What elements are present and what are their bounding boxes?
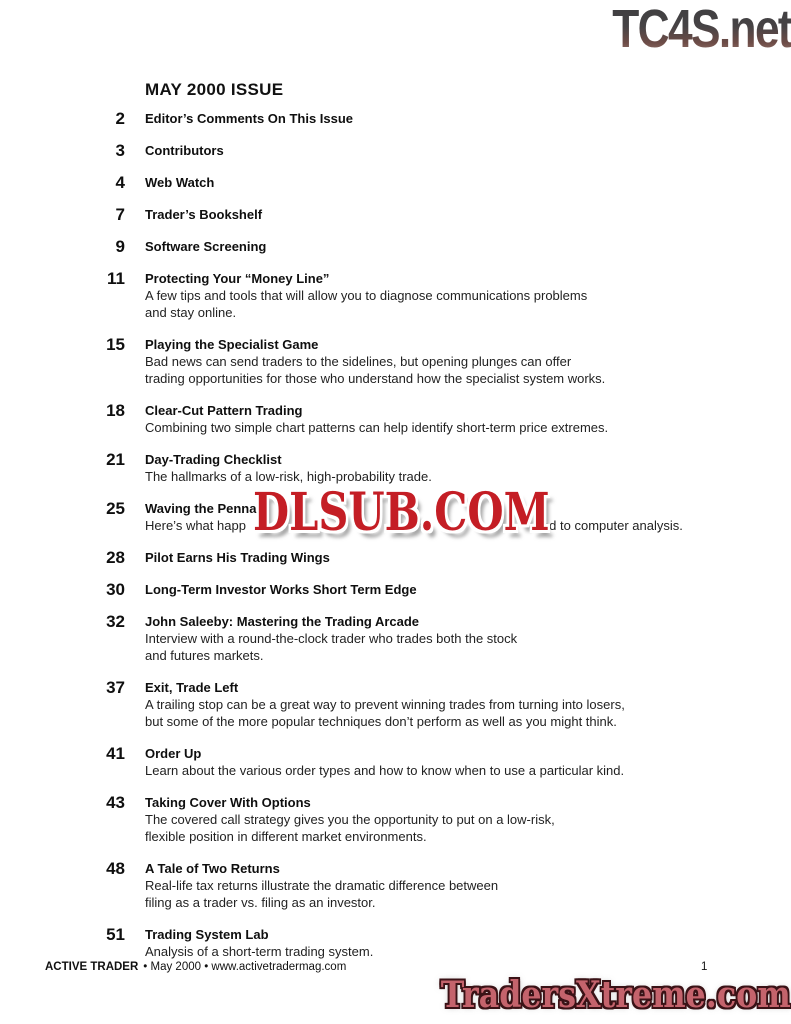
toc-entry-content (145, 549, 745, 566)
toc-article-title: John Saleeby: Mastering the Trading Arcade (145, 614, 420, 629)
toc-entry (40, 402, 750, 436)
toc-article-title: Protecting Your “Money Line” (145, 271, 330, 286)
toc-entry (40, 206, 750, 223)
toc-entry-content (145, 206, 745, 223)
toc-entry (40, 451, 750, 485)
toc-article-title: Software Screening (145, 239, 267, 254)
toc-article-title: Long-Term Investor Works Short Term Edge (145, 582, 417, 597)
toc-article-description: filing as a trader vs. filing as an investor. (145, 895, 376, 910)
toc-page-number: 32 (106, 612, 125, 631)
toc-page-number: 51 (106, 925, 125, 944)
page-number: 1 (701, 961, 708, 973)
toc-article-title: Order Up (145, 746, 202, 761)
toc-page-number: 25 (106, 499, 125, 518)
toc-entry (40, 270, 750, 321)
footer-issue-info: • May 2000 • www.activetradermag.com (143, 961, 347, 973)
toc-entry-content (145, 402, 745, 436)
toc-article-description-fragment: Here’s what happ (145, 518, 246, 533)
toc-article-title: Exit, Trade Left (145, 680, 239, 695)
toc-entry-content (145, 581, 745, 598)
toc-page-number: 3 (115, 141, 125, 160)
toc-article-title: Taking Cover With Options (145, 795, 311, 810)
toc-article-description-fragment: ed to computer analysis. (541, 518, 683, 533)
toc-page-number: 41 (106, 744, 125, 763)
page-footer (45, 960, 346, 974)
toc-article-description: but some of the more popular techniques don’t perform as well as you might think. (145, 714, 617, 729)
toc-article-description: Bad news can send traders to the sidelines, but opening plunges can offer (145, 354, 572, 369)
toc-article-title: Day-Trading Checklist (145, 452, 282, 467)
toc-article-description: and futures markets. (145, 648, 264, 663)
toc-page-number: 37 (106, 678, 125, 697)
toc-entry (40, 794, 750, 845)
toc-entry-content (145, 142, 745, 159)
toc-entry-content (145, 238, 745, 255)
toc-entry (40, 613, 750, 664)
toc-entry-content (145, 336, 745, 387)
toc-article-title: A Tale of Two Returns (145, 861, 280, 876)
toc-entry (40, 142, 750, 159)
toc-page-number: 48 (106, 859, 125, 878)
toc-article-title: Clear-Cut Pattern Trading (145, 403, 303, 418)
toc-page-number: 15 (106, 335, 125, 354)
toc-entry (40, 679, 750, 730)
toc-article-title: Waving the Penna (145, 501, 257, 516)
toc-article-title: Playing the Specialist Game (145, 337, 319, 352)
toc-article-title: Contributors (145, 143, 224, 158)
toc-page-number: 28 (106, 548, 125, 567)
toc-entry-content (145, 860, 745, 911)
toc-article-title: Editor’s Comments On This Issue (145, 111, 354, 126)
toc-entry (40, 174, 750, 191)
toc-article-description: Learn about the various order types and how to know when to use a particular kind. (145, 763, 625, 778)
toc-article-description: A few tips and tools that will allow you to diagnose communications problems (145, 288, 588, 303)
toc-page-number: 7 (115, 205, 125, 224)
toc-entry (40, 926, 750, 960)
toc-entry-content (145, 679, 745, 730)
toc-entry (40, 581, 750, 598)
toc-page-number: 4 (115, 173, 125, 192)
toc-article-description: The hallmarks of a low-risk, high-probability trade. (145, 469, 432, 484)
toc-article-title: Trading System Lab (145, 927, 269, 942)
toc-entry-content (145, 270, 745, 321)
toc-article-description: flexible position in different market environments. (145, 829, 427, 844)
toc-article-description: Real-life tax returns illustrate the dramatic difference between (145, 878, 499, 893)
toc-article-description: The covered call strategy gives you the opportunity to put on a low-risk, (145, 812, 555, 827)
toc-page-number: 2 (115, 109, 125, 128)
footer-magazine-name: ACTIVE TRADER (45, 961, 139, 973)
toc-entry-content (145, 451, 745, 485)
toc-article-title: Pilot Earns His Trading Wings (145, 550, 330, 565)
toc-entry-content (145, 794, 745, 845)
toc-page-number: 30 (106, 580, 125, 599)
toc-page-number: 18 (106, 401, 125, 420)
toc-article-title: Trader’s Bookshelf (145, 207, 263, 222)
toc-entry-content (145, 745, 745, 779)
toc-entry (40, 110, 750, 127)
toc-article-description: Combining two simple chart patterns can help identify short-term price extremes. (145, 420, 609, 435)
toc-page-number: 11 (107, 269, 125, 288)
toc-article-description: and stay online. (145, 305, 237, 320)
toc-article-description: Analysis of a short-term trading system. (145, 944, 374, 959)
toc-entry (40, 549, 750, 566)
watermark-tc4s: TC4S.net (612, 0, 791, 59)
toc-entry (40, 238, 750, 255)
toc-entry-content (145, 613, 745, 664)
toc-entry (40, 860, 750, 911)
page-title: MAY 2000 ISSUE (145, 80, 284, 99)
watermark-dlsub: DLSUB.COM (253, 482, 550, 543)
toc-article-description: A trailing stop can be a great way to prevent winning trades from turning into losers, (145, 697, 625, 712)
toc-entry (40, 745, 750, 779)
toc-page-number: 9 (115, 237, 125, 256)
toc-entry-content (145, 174, 745, 191)
toc-entry-content (145, 926, 745, 960)
toc-article-title: Web Watch (145, 175, 215, 190)
toc-page-number: 43 (106, 793, 125, 812)
toc-entry-content (145, 110, 745, 127)
toc-article-description: trading opportunities for those who understand how the specialist system works. (145, 371, 606, 386)
watermark-tradersxtreme: TradersXtreme.com (440, 974, 791, 1016)
toc-page-number: 21 (106, 450, 125, 469)
toc-entry (40, 336, 750, 387)
toc-article-description: Interview with a round-the-clock trader who trades both the stock (145, 631, 518, 646)
